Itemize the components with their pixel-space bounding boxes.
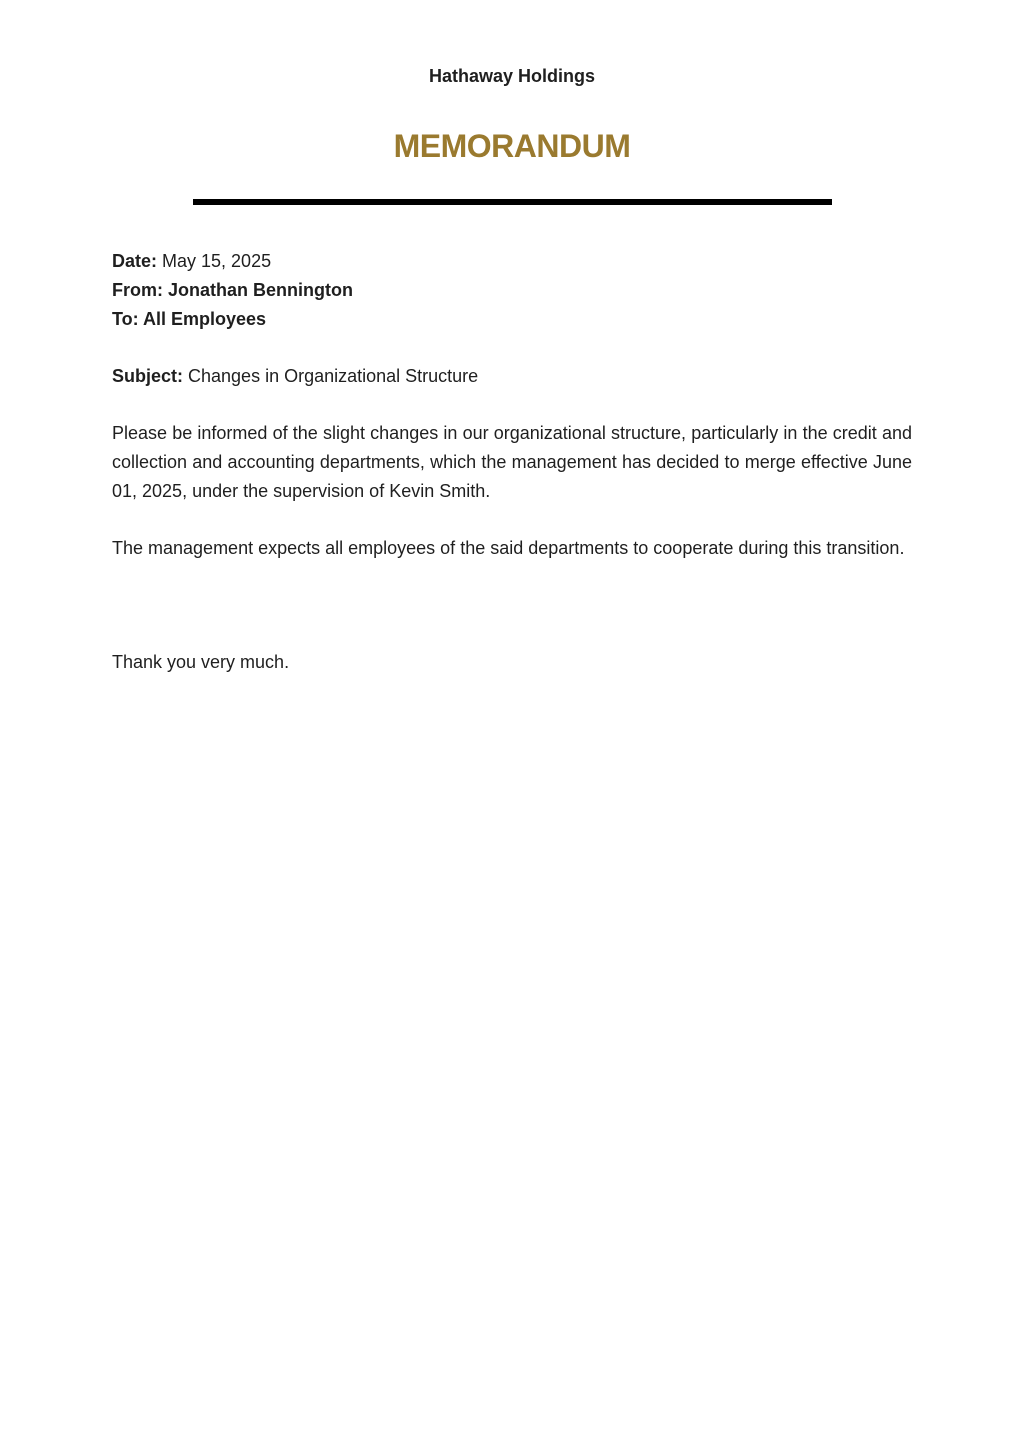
- date-line: [112, 247, 912, 276]
- date-value: May 15, 2025: [157, 251, 272, 271]
- from-label: From:: [112, 280, 163, 300]
- to-label: To:: [112, 309, 139, 329]
- subject-line: [112, 362, 912, 391]
- memo-meta: [112, 247, 912, 334]
- to-line: [112, 305, 912, 334]
- closing-line: Thank you very much.: [112, 652, 290, 672]
- body-paragraph-2: The management expects all employees of the said departments to cooperate during this transition.: [112, 538, 905, 558]
- from-line: [112, 276, 912, 305]
- header-divider: [193, 199, 832, 205]
- date-label: Date:: [112, 251, 158, 271]
- from-value: Jonathan Bennington: [163, 280, 353, 300]
- company-name: Hathaway Holdings: [428, 66, 596, 86]
- body-paragraph-1: Please be informed of the slight changes in our organizational structure, particularly in the credit and collection and accounting departments, which the management has decided to merge effective June 01, 2025, under the supervision of Kevin Smith.: [112, 423, 912, 501]
- memo-title: MEMORANDUM: [393, 128, 631, 164]
- subject-label: Subject:: [112, 366, 184, 386]
- to-value: All Employees: [138, 309, 267, 329]
- subject-value: Changes in Organizational Structure: [183, 366, 479, 386]
